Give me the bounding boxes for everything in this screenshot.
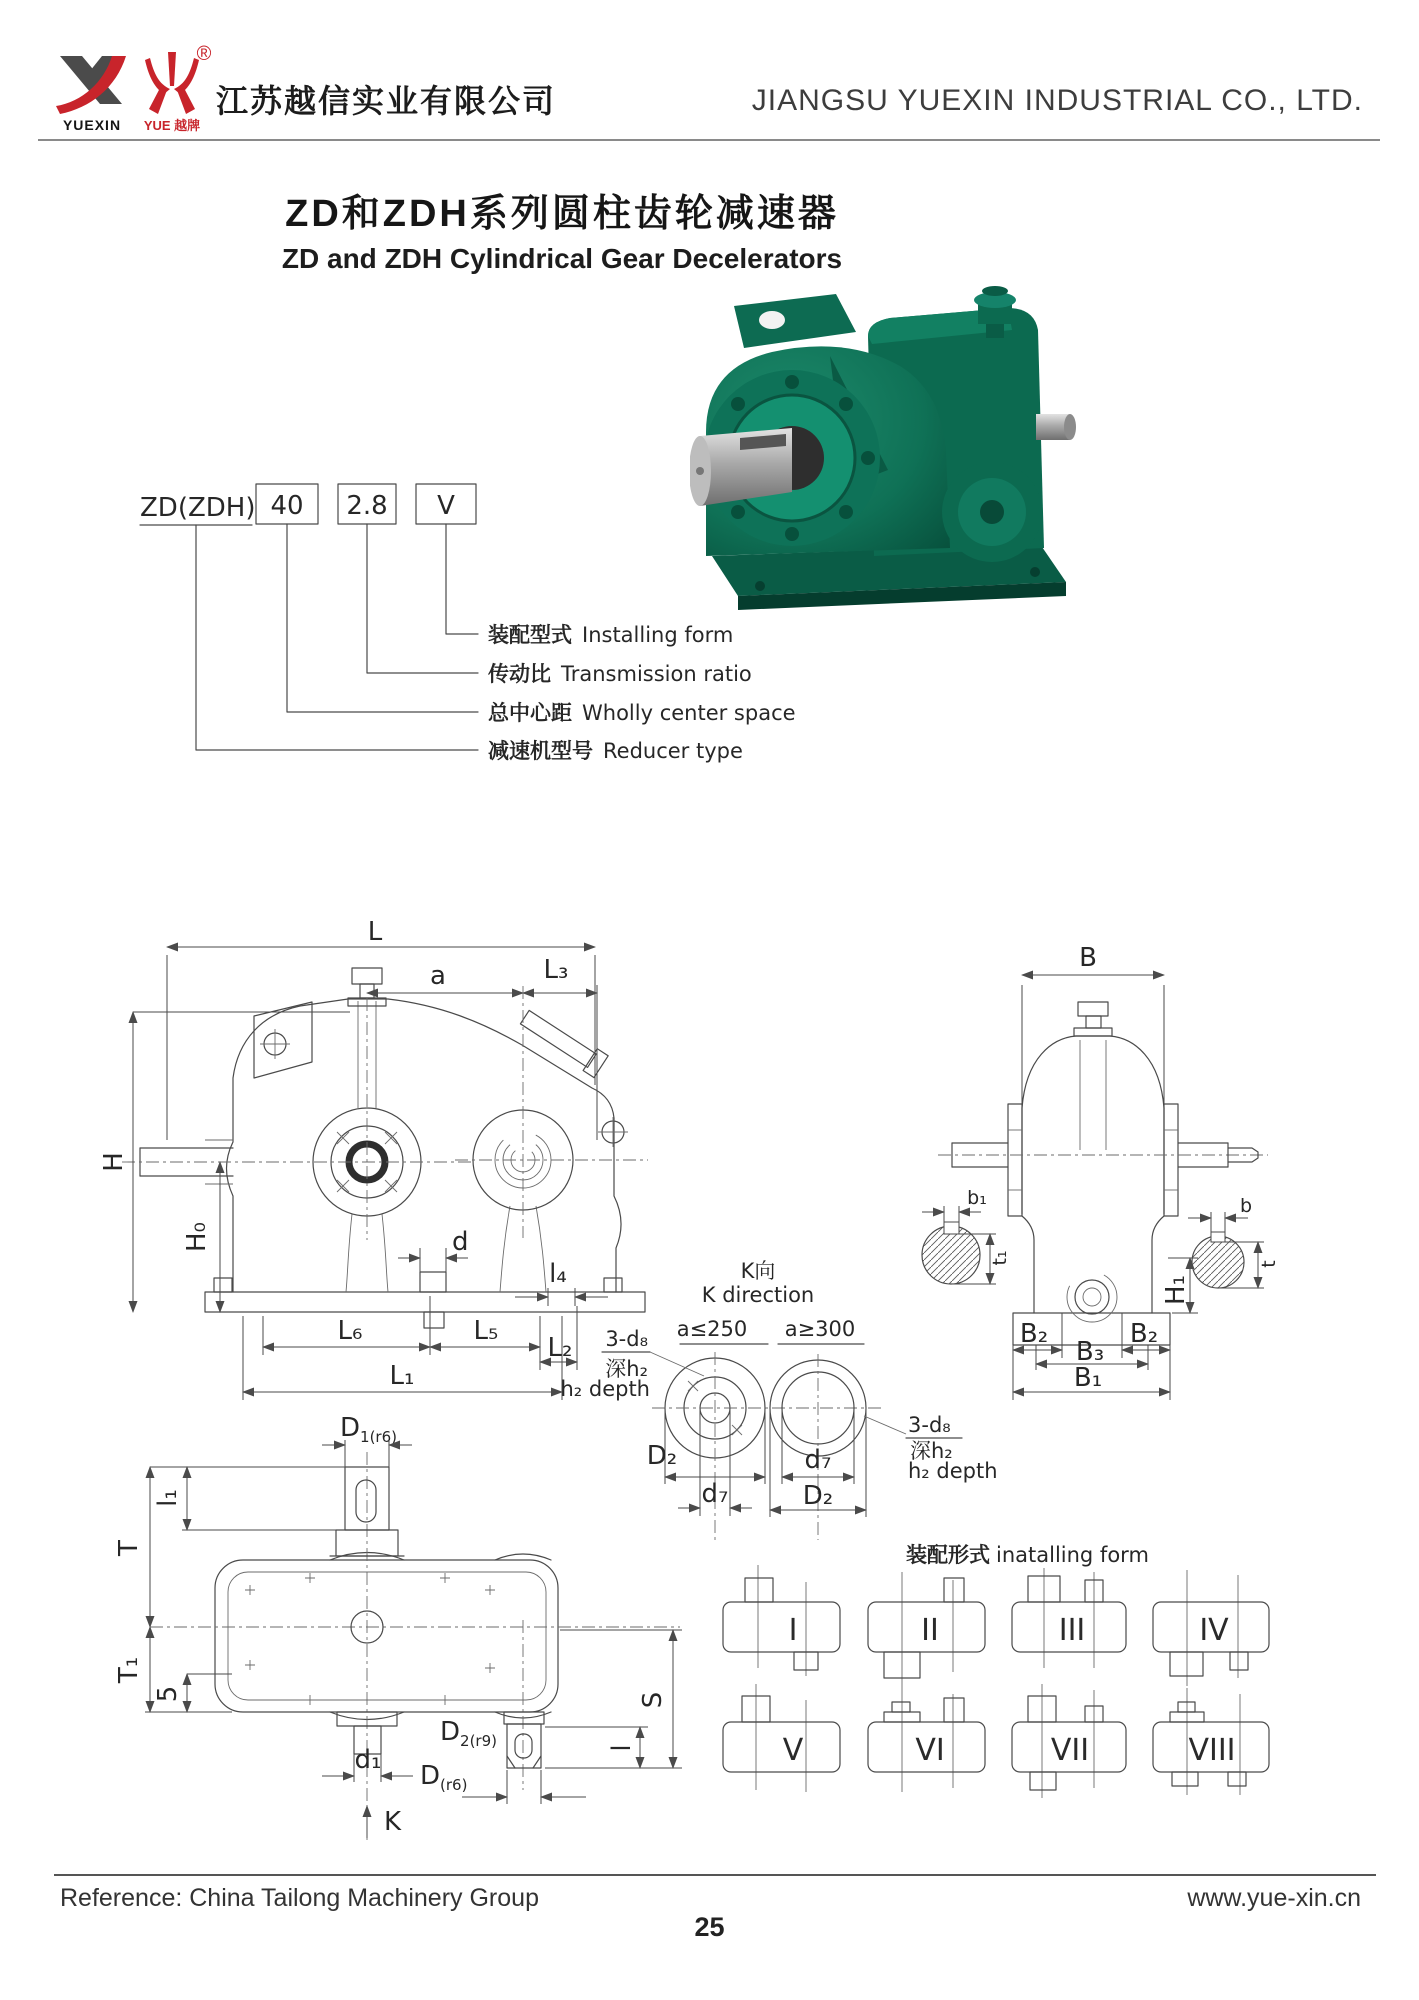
dim-L: L [367,917,383,947]
dim-D1r6: $D_{1(r6)}$ [340,1413,397,1446]
svg-text:2.8: 2.8 [346,491,388,521]
svg-text:VI: VI [915,1733,945,1768]
dim-H1: H₁ [1161,1275,1191,1305]
k-dir-en: K direction [701,1283,815,1307]
svg-text:VII: VII [1050,1733,1090,1768]
install-form-2 [868,1572,985,1688]
k-cond-left: a≤250 [676,1317,748,1341]
footer-website: www.yue-xin.cn [1187,1884,1361,1912]
dim-l4: l₄ [549,1259,567,1289]
dim-Dr6: $D_{(r6)}$ [420,1761,468,1794]
plan-view [114,1413,682,1840]
k-dim-d7-right: d₇ [804,1445,832,1475]
dim-B2-left: B₂ [1019,1319,1049,1349]
k-view-arrow-label: K [384,1807,402,1837]
svg-text:VIII: VIII [1188,1733,1236,1768]
k-dim-D2-right: D₂ [802,1481,834,1511]
footer-reference: Reference: China Tailong Machinery Group [60,1884,539,1912]
dim-L5: L₅ [473,1316,499,1346]
yuexin-logo-text: YUEXIN [62,117,122,133]
k-cond-right: a≥300 [784,1317,856,1341]
dim-b1: b₁ [967,1187,987,1209]
dim-D2r9: $D_{2(r9)}$ [440,1717,497,1750]
page-title-block [0,182,1124,275]
yue-logo-icon [145,52,199,114]
dim-L3: L₃ [543,955,569,985]
install-form-5 [723,1684,840,1792]
svg-text:3-d₈: 3-d₈ [908,1413,951,1437]
dim-T1: T₁ [114,1656,144,1684]
k-direction-detail [560,1259,997,1540]
svg-text:II: II [921,1613,939,1648]
model-prefix: ZD(ZDH) [140,493,256,523]
installation-forms [723,1543,1269,1798]
svg-text:V: V [782,1733,804,1768]
svg-text:III: III [1058,1613,1086,1648]
svg-text:IV: IV [1199,1613,1229,1648]
svg-text:3-d₈: 3-d₈ [605,1327,648,1351]
dim-b: b [1239,1195,1253,1217]
k-dir-cn: K向 [740,1259,776,1283]
k-callout-right [864,1413,998,1483]
dim-L2: L₂ [547,1333,573,1363]
install-form-3 [1012,1568,1126,1668]
technical-drawings [60,720,1400,1880]
dim-t1: t₁ [989,1250,1011,1266]
yuexin-logo-icon [56,56,126,114]
svg-text:深h₂: 深h₂ [605,1357,648,1381]
yue-logo-text: YUE 越牌 [143,118,201,133]
svg-text:h₂ depth: h₂ depth [560,1377,650,1401]
install-form-4 [1153,1570,1269,1686]
dim-B3: B₃ [1075,1337,1105,1367]
dim-L6: L₆ [337,1316,363,1346]
bolt-cross-marks [245,1573,495,1705]
install-form-1 [723,1565,840,1676]
svg-text:h₂ depth: h₂ depth [908,1459,998,1483]
page-title-cn: ZD和ZDH系列圆柱齿轮减速器 [285,193,839,235]
dim-5: 5 [153,1685,183,1703]
company-name-en: JIANGSU YUEXIN INDUSTRIAL CO., LTD. [751,84,1363,117]
dim-T: T [114,1540,144,1556]
dim-B: B [1079,943,1097,973]
svg-text:I: I [788,1613,798,1648]
install-form-8 [1153,1688,1269,1795]
dim-H: H [99,1152,129,1172]
forms-header-en: inatalling form [996,1543,1149,1567]
forms-header-cn: 装配形式 [906,1543,990,1567]
registered-mark-icon: ® [196,43,212,65]
model-label-transmission-ratio: 传动比 Transmission ratio [488,662,752,686]
install-form-7 [1012,1684,1126,1798]
k-dim-d7-left: d₇ [701,1479,729,1509]
brand-logos [52,42,222,138]
side-view [922,943,1280,1400]
dim-l1: l₁ [153,1489,183,1507]
dim-l: l [607,1744,637,1752]
footer-divider [54,1874,1376,1876]
svg-text:40: 40 [270,491,304,521]
model-label-installing-form: 装配型式 Installing form [488,623,734,647]
svg-text:深h₂: 深h₂ [910,1439,953,1463]
page-title-en: ZD and ZDH Cylindrical Gear Decelerators [281,243,843,274]
dim-H0: H₀ [182,1222,212,1252]
dim-d: d [452,1227,469,1257]
dim-a: a [430,961,446,991]
svg-text:V: V [437,491,455,521]
dim-S: S [638,1691,668,1709]
dim-t: t [1258,1260,1280,1268]
header-divider [38,139,1380,141]
dim-L1: L₁ [389,1361,415,1391]
product-photo-gearbox [690,270,1080,630]
k-dim-D2-left: D₂ [646,1441,678,1471]
dim-B1: B₁ [1073,1363,1103,1393]
model-label-center-space: 总中心距 Wholly center space [488,701,796,725]
page-number: 25 [694,1912,725,1942]
install-form-6 [868,1688,985,1792]
company-name-cn: 江苏越信实业有限公司 [216,83,557,119]
front-view [99,917,648,1400]
model-label-reducer-type: 减速机型号 Reducer type [488,739,743,763]
dim-B2-right: B₂ [1129,1319,1159,1349]
dim-d1: d₁ [354,1745,382,1775]
